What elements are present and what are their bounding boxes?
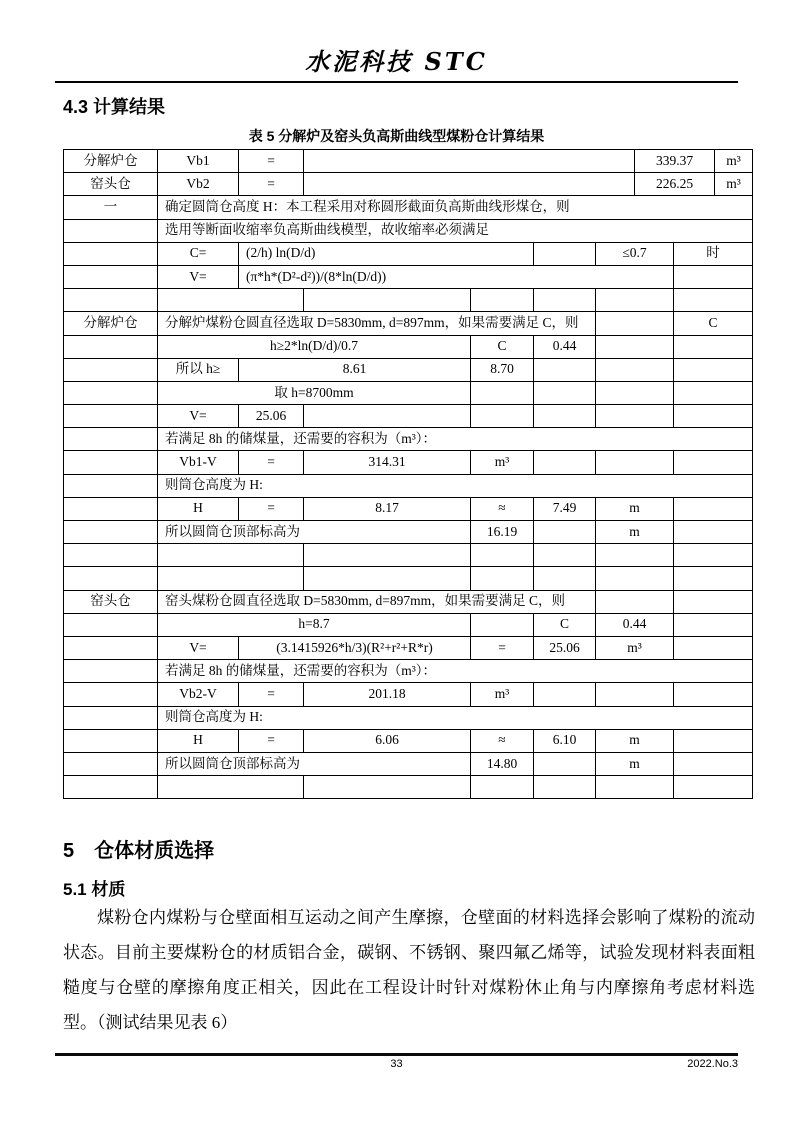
table-cell: = [239,683,304,706]
table-cell [64,242,158,265]
table-cell [534,776,596,799]
table-cell: 8.70 [471,358,534,381]
journal-title: 水泥科技 STC [305,47,488,76]
table-cell: 0.44 [596,613,674,636]
table-cell [596,335,674,358]
table-cell [674,405,753,428]
table-cell [64,706,158,729]
table-cell [596,451,674,474]
table-row [64,289,753,312]
table-row [64,451,753,474]
table-cell [674,729,753,752]
section-5-1-heading: 5.1 材质 [63,880,126,899]
table-cell: = [239,729,304,752]
table-cell: ≈ [471,497,534,520]
table-cell [534,544,596,567]
table-row [64,242,753,265]
table-cell [304,776,471,799]
table-cell: 所以圆筒仓顶部标高为 [158,521,471,544]
table-cell [471,289,534,312]
table-row [64,729,753,752]
table-cell [64,752,158,775]
table-cell [64,544,158,567]
table-cell [64,265,158,288]
table-cell: h=8.7 [158,613,471,636]
table-row [64,497,753,520]
table-cell [471,567,534,590]
table-cell: 窑头煤粉仓圆直径选取 D=5830mm, d=897mm，如果需要满足 C，则 [158,590,596,613]
table-cell [64,335,158,358]
table-cell [674,497,753,520]
table-cell: Vb2 [158,173,239,196]
table-cell: 分解炉仓 [64,150,158,173]
table-cell [674,289,753,312]
table-cell [64,776,158,799]
table-cell: m³ [471,451,534,474]
table-cell: m³ [596,636,674,659]
table-cell [596,381,674,404]
table-cell [64,358,158,381]
table-cell: 所以圆筒仓顶部标高为 [158,752,471,775]
table-cell [64,683,158,706]
table-row [64,660,753,683]
table-cell [596,289,674,312]
table-cell [64,636,158,659]
table-cell [304,173,635,196]
table-cell: 若满足 8h 的储煤量，还需要的容积为（m³）： [158,660,753,683]
table-cell: 若满足 8h 的储煤量，还需要的容积为（m³）： [158,428,753,451]
table-cell: C= [158,242,239,265]
table-cell [64,660,158,683]
table-cell [596,358,674,381]
table-cell: 窑头仓 [64,590,158,613]
table-cell: 确定圆筒仓高度 H：本工程采用对称圆形截面负高斯曲线形煤仓，则 [158,196,753,219]
table-cell: (π*h*(D²-d²))/(8*ln(D/d)) [239,265,674,288]
table-cell [596,312,674,335]
table-cell: 16.19 [471,521,534,544]
table-cell: = [239,150,304,173]
table-cell [674,335,753,358]
table-row [64,636,753,659]
table-cell: 则筒仓高度为 H: [158,706,753,729]
table-cell: 339.37 [635,150,715,173]
table-row [64,683,753,706]
table-cell: C [674,312,753,335]
table-row [64,521,753,544]
table-cell [674,265,753,288]
table-cell: 分解炉煤粉仓圆直径选取 D=5830mm, d=897mm，如果需要满足 C，则 [158,312,596,335]
table-cell: m [596,497,674,520]
table-cell: V= [158,265,239,288]
table-row [64,196,753,219]
table-row [64,265,753,288]
table-cell [304,544,471,567]
table-row [64,405,753,428]
section-4-3-heading: 4.3 计算结果 [63,97,166,117]
table-cell: V= [158,405,239,428]
table-cell: 226.25 [635,173,715,196]
table-cell: m [596,752,674,775]
table-row [64,428,753,451]
table-cell: 25.06 [239,405,304,428]
table-row [64,776,753,799]
table-row [64,613,753,636]
table-cell [158,567,304,590]
table-row [64,381,753,404]
table-row [64,150,753,173]
table-cell [674,776,753,799]
table-cell: 则筒仓高度为 H: [158,474,753,497]
table-cell [304,150,635,173]
table-cell: Vb1 [158,150,239,173]
table-cell: 8.61 [239,358,471,381]
table-cell: = [239,451,304,474]
table-cell [596,567,674,590]
footer-rule [55,1053,738,1056]
table-cell [64,613,158,636]
table-cell [158,289,304,312]
table-row [64,474,753,497]
table-cell: 25.06 [534,636,596,659]
table-cell: 7.49 [534,497,596,520]
table-cell [64,219,158,242]
table-cell [304,567,471,590]
table-cell: H [158,729,239,752]
table-cell [304,405,471,428]
table-cell: V= [158,636,239,659]
table-cell: m [596,521,674,544]
table-cell [596,776,674,799]
table-cell: H [158,497,239,520]
table-row [64,752,753,775]
table-cell [674,613,753,636]
table-cell [674,636,753,659]
table-row [64,335,753,358]
table-cell [534,752,596,775]
table-cell [64,405,158,428]
table-cell [534,405,596,428]
table-cell: C [534,613,596,636]
table-cell [674,358,753,381]
table-cell [471,381,534,404]
table-cell [64,521,158,544]
calc-table [63,149,753,799]
table-cell [471,613,534,636]
table-cell [471,544,534,567]
table-cell [674,590,753,613]
table-cell [674,521,753,544]
table-cell: m [596,729,674,752]
table-cell [674,381,753,404]
table-cell [158,776,304,799]
table-cell: 窑头仓 [64,173,158,196]
table-cell [534,683,596,706]
table-row [64,567,753,590]
table-cell [534,289,596,312]
table-row [64,219,753,242]
table-cell: 6.10 [534,729,596,752]
table-cell [534,451,596,474]
table-cell [596,590,674,613]
table-cell: 6.06 [304,729,471,752]
table-cell [596,544,674,567]
table-cell: m³ [471,683,534,706]
table-cell: 取 h=8700mm [158,381,471,404]
page-number: 33 [390,1058,403,1070]
table-cell [596,683,674,706]
section-5-heading: 5 仓体材质选择 [63,840,215,862]
table-cell [64,381,158,404]
table-cell [674,544,753,567]
table-cell: 一 [64,196,158,219]
table-cell: 0.44 [534,335,596,358]
table-cell [64,289,158,312]
table-cell [674,683,753,706]
header-rule [55,81,738,83]
table-cell: h≥2*ln(D/d)/0.7 [158,335,471,358]
table-cell [596,405,674,428]
table-cell [64,729,158,752]
table-cell [534,381,596,404]
table-cell: 所以 h≥ [158,358,239,381]
table-cell: Vb1-V [158,451,239,474]
table-5-caption: 表 5 分解炉及窑头负高斯曲线型煤粉仓计算结果 [248,128,545,144]
table-row [64,544,753,567]
table-cell [674,567,753,590]
table-cell [674,752,753,775]
table-cell: 8.17 [304,497,471,520]
table-cell [534,358,596,381]
table-cell: 时 [674,242,753,265]
table-cell: (2/h) ln(D/d) [239,242,534,265]
table-cell: C [471,335,534,358]
table-cell [64,567,158,590]
table-cell [64,497,158,520]
table-cell: Vb2-V [158,683,239,706]
table-cell: ≤0.7 [596,242,674,265]
table-cell: ≈ [471,729,534,752]
table-cell [304,289,471,312]
table-cell: 分解炉仓 [64,312,158,335]
table-cell: = [471,636,534,659]
table-cell [534,567,596,590]
table-cell [674,451,753,474]
table-cell: 选用等断面收缩率负高斯曲线模型，故收缩率必须满足 [158,219,753,242]
section-5-1-paragraph: 煤粉仓内煤粉与仓壁面相互运动之间产生摩擦，仓壁面的材料选择会影响了煤粉的流动状态。目前主要煤粉仓的材质铝合金，碳钢、不锈钢、聚四氟乙烯等，试验发现材料表面粗糙度与仓壁的摩擦角度正相关，因此在工程设计时针对煤粉休止角与内摩擦角考虑材料选型。（测试结果见表 6） [63,908,755,1032]
table-cell: m³ [715,173,753,196]
table-row [64,590,753,613]
table-cell [64,451,158,474]
table-cell: (3.1415926*h/3)(R²+r²+R*r) [239,636,471,659]
issue-number: 2022.No.3 [687,1058,738,1070]
table-cell [64,428,158,451]
table-cell [471,405,534,428]
table-cell [471,776,534,799]
table-cell: 201.18 [304,683,471,706]
table-cell: 14.80 [471,752,534,775]
table-cell [534,242,596,265]
table-row [64,312,753,335]
calc-table-body [64,150,753,799]
table-cell: = [239,173,304,196]
table-cell: m³ [715,150,753,173]
table-row [64,173,753,196]
table-cell [534,521,596,544]
table-row [64,706,753,729]
table-cell [158,544,304,567]
table-cell: 314.31 [304,451,471,474]
table-cell [64,474,158,497]
table-cell: = [239,497,304,520]
calculation-table [63,149,753,799]
table-row [64,358,753,381]
